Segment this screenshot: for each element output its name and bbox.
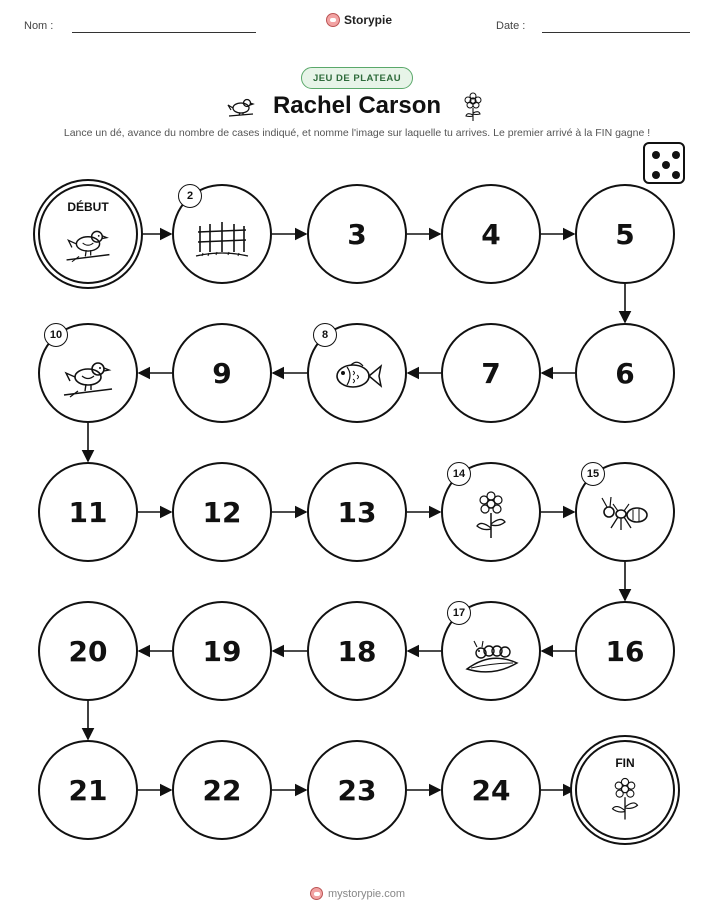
start-label: DÉBUT	[67, 200, 109, 214]
cell-number: 9	[212, 356, 232, 390]
date-label: Date :	[496, 20, 526, 32]
board-cell-21	[38, 740, 138, 840]
page-title: Rachel Carson	[272, 92, 442, 119]
game-type-badge: JEU DE PLATEAU	[301, 67, 413, 89]
board-cell-15	[575, 462, 675, 562]
cell-number: 5	[615, 217, 635, 251]
cell-number: 4	[481, 217, 501, 251]
caterpillar-icon	[463, 629, 519, 679]
cell-number: 3	[347, 217, 367, 251]
cell-number: 23	[337, 773, 377, 807]
board-cell-12	[172, 462, 272, 562]
board-cell-9	[172, 323, 272, 423]
cell-number: 18	[337, 634, 377, 668]
flower-icon	[463, 490, 519, 540]
board-cell-14	[441, 462, 541, 562]
storypie-logo-icon	[310, 887, 323, 900]
cell-number: 12	[202, 495, 242, 529]
cell-number: 21	[68, 773, 108, 807]
board-cell-2	[172, 184, 272, 284]
name-label: Nom :	[24, 20, 54, 32]
board-cell-19	[172, 601, 272, 701]
board-cell-24	[441, 740, 541, 840]
board-cell-10	[38, 323, 138, 423]
cell-number: 10	[44, 323, 68, 347]
board-cell-3	[307, 184, 407, 284]
brand-name: Storypie	[344, 13, 393, 27]
instructions: Lance un dé, avance du nombre de cases indiqué, et nomme l'image sur laquelle tu arrives. Le premier arrivé à la FIN gagne !	[63, 127, 651, 139]
finish-cell	[575, 740, 675, 840]
cell-number: 22	[202, 773, 242, 807]
board-cell-5	[575, 184, 675, 284]
cell-number: 17	[447, 601, 471, 625]
cell-number: 19	[202, 634, 242, 668]
board-cell-18	[307, 601, 407, 701]
board-cell-22	[172, 740, 272, 840]
board-cell-4	[441, 184, 541, 284]
board-cell-16	[575, 601, 675, 701]
board-cell-8	[307, 323, 407, 423]
start-cell	[38, 184, 138, 284]
board-cell-6	[575, 323, 675, 423]
board-cell-17	[441, 601, 541, 701]
cell-number: 13	[337, 495, 377, 529]
cell-number: 2	[178, 184, 202, 208]
board-cell-13	[307, 462, 407, 562]
flower-icon	[600, 776, 650, 822]
board-cell-11	[38, 462, 138, 562]
cell-number: 24	[471, 773, 511, 807]
cell-number: 8	[313, 323, 337, 347]
cell-number: 16	[605, 634, 645, 668]
board-cell-7	[441, 323, 541, 423]
fence-icon	[194, 212, 250, 262]
cell-number: 15	[581, 462, 605, 486]
cell-number: 11	[68, 495, 108, 529]
finish-label: FIN	[615, 756, 635, 770]
footer-url: mystorypie.com	[328, 887, 406, 900]
bird-icon	[63, 220, 113, 266]
ant-icon	[597, 490, 653, 540]
cell-number: 20	[68, 634, 108, 668]
cell-number: 7	[481, 356, 501, 390]
board-cell-23	[307, 740, 407, 840]
cell-number: 6	[615, 356, 635, 390]
board-cell-20	[38, 601, 138, 701]
cell-number: 14	[447, 462, 471, 486]
footer	[310, 887, 405, 900]
fish-icon	[329, 351, 385, 401]
bird-icon	[60, 351, 116, 401]
